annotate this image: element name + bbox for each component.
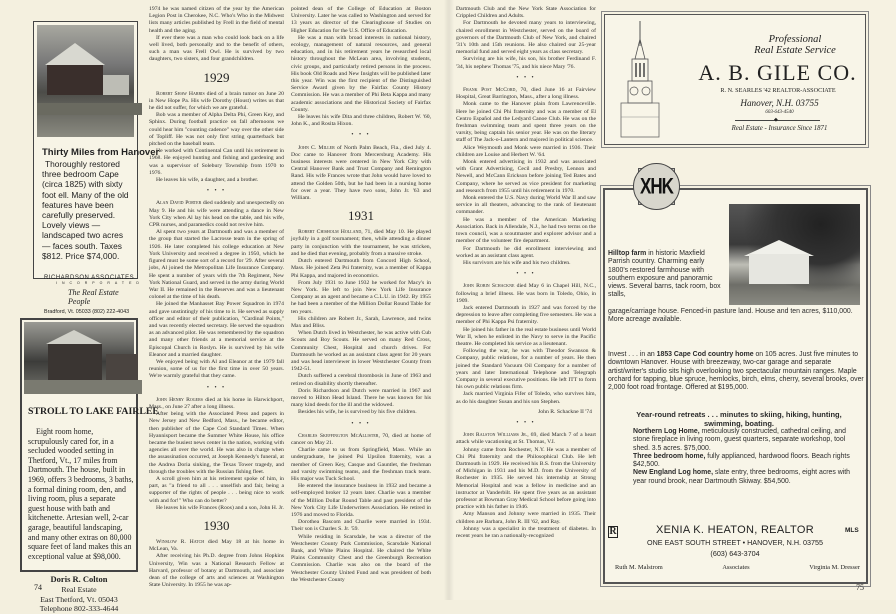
paragraph: Monk entered the U.S. Navy during World War II and saw service in all theaters, advancing to the rank of lieutenant commander. [456, 195, 596, 216]
hilltop-farm-photo [729, 204, 860, 305]
paragraph: Charlie came to us from Springfield, Mass. While an undergraduate, he joined Psi Upsilon fraternity, was a member of Green Key, Casque and Gauntlet, the freshman and varsity swimming teams, and the freshman track team. His major was Tuck School. [291, 447, 431, 482]
obituary-hatch: Winslow R. Hatch died May 18 at his home in McLean, Va. [149, 539, 284, 553]
listing-three-bedroom-home: Three bedroom home, fully applianced, hardwood floors. Beach rights $42,500. [633, 452, 850, 469]
paragraph: He worked with Continental Can until his retirement in 1968. He enjoyed hunting and fishing and gardening and was a supervisor of Solebury Township from 1970 to 1976. [149, 148, 284, 176]
section-divider: • • • [351, 132, 371, 139]
xhk-monogram-logo: XHK [633, 163, 680, 210]
company-since: Real Estate - Insurance Since 1871 [731, 125, 828, 132]
paragraph: Amy Manson and Johnny were married in 1935. Their children are Barbara, John R. III '62, and Ray. [456, 511, 596, 525]
section-divider: • • • [516, 74, 536, 81]
correspondent-signature: John R. Schackne II '74 [538, 408, 592, 415]
obituary-schackne: John Robin Schackne died May 6 in Chapel Hill, N.C., following a brief illness. He was born in Toledo, Ohio, in 1909. [456, 283, 597, 304]
associates-row [615, 564, 860, 571]
listing-northern-log-home: Northern Log Home, meticulously constructed, cathedral ceiling, and stone fireplace in living room, guest quarters, separate workshop, tool shed. 3.5 acres. $75,000. [633, 428, 846, 452]
paragraph: Surviving are his wife, his son, his brother Ferdinand F. '34, his nephew Thomas '75, and his niece Mary '76. [456, 56, 596, 70]
paragraph: After receiving his Ph.D. degree from Johns Hopkins University, Win was a National Research Fellow at Harvard, professor of botany at Dartmouth, and associate dean of the college of arts and sciences at Washington State University. In 1955 he was ap- [149, 553, 284, 589]
paragraph: He joined his father in the real estate business until World War II, when he enlisted in the Navy to serve in the Pacific theatre. He completed his service as a lieutenant. [456, 326, 596, 347]
realtor-r-icon: R [609, 526, 617, 537]
firm-address: Bradford, Vt. 05033 (802) 222-4043 [44, 309, 130, 316]
paragraph: Dorothea Bascom and Charlie were married in 1934. Their son is Charles S. Jr. '59. [291, 519, 431, 533]
agent-title: Real Estate [61, 584, 97, 594]
paragraph: For Dartmouth he did enrollment interviewing and worked as an assistant class agent. [456, 245, 596, 259]
paragraph: He leaves his wife Dita and three children, Robert W. '60, John K., and Rosita Hixon. [291, 114, 431, 128]
obit-name: Frank Post McCord [463, 87, 516, 94]
obit-name: John Henry Rogers [156, 396, 203, 403]
paragraph: Monk came to the Hanover plain from Lawrenceville. Here he joined Chi Phi fraternity and was a member of El Centro Español and the Ledyard Canoe Club. He was on the freshman swimming team and spent three years on the varsity, being captain his senior year. He was on the literary staff of The Jack-o-Lantern and majored in political science. [456, 101, 596, 144]
obit-name: John Ralston Williams Jr. [463, 432, 528, 439]
baker-tower-icon [615, 21, 665, 139]
agent-phone: Telephone 802-333-4644 [39, 604, 119, 614]
obit-name: John C. Miller [298, 144, 335, 151]
agent-address: East Thetford, Vt. 05043 [40, 594, 118, 604]
paragraph: Monk entered advertising in 1932 and was associated with Grant Advertising, Cecil and Presbry, Lennon and Newell, and McCann Erickson before joining Ted Bates and Company, where he served as vice president for marketing and research from 1955 until his retirement in 1970. [456, 159, 596, 194]
ad-body: Eight room home, scrupulously cared for, in a secluded wooded setting in Thetford, Vt., 17 miles from Dartmouth. The house, built in 1969, offers 3 bedrooms, 3 baths, a formal dining room, den, and living room, plus a separate guest house with bath and kitchenette. Artesian well, 2-car garage, beautiful landscaping, and many other extras on 80,000 square feet of land makes this an exceptional value at $98,000. [28, 427, 134, 561]
retreats-heading: Year-round retreats . . . minutes to skiing, hiking, hunting, swimming, boating. [636, 410, 842, 428]
ad-headline: Thirty Miles from Hanover [42, 147, 160, 158]
paragraph: While residing in Scarsdale, he was a director of the Westchester County Park Commission, Scarsdale National Bank, and White Plains Hospital. He chaired the White Plains Community Chest and the Greenburgh Recreation Commission. Charlie was also on the board of the Westchester County United Fund and was president of both the Westchester County [291, 533, 431, 583]
obituary-harris: Robert Shaw Harris died of a brain tumor on June 20 in New Hope Pa. His wife Dorothy (Houst) writes us that he did not suffer, for which we are grateful. [149, 90, 284, 112]
paragraph: He entered the insurance business in 1932 and became a self-employed broker 12 years later. Charlie was a member of the Million Dollar Round Table and past president of the New York City Life Underwriters Association. He retired in 1976 and moved to Florida. [291, 483, 431, 518]
paragraph: If ever there was a man who could look back on a life well lived, both personally and to the benefit of others, such a man was Frell Owl. He is survived by two daughters, two sisters, and four grandchildren. [149, 34, 284, 63]
paragraph: After being with the Associated Press and papers in New Jersey and New Bedford, Mass., he became editor, then publisher of the Cape Cod Standard Times. When Hyannisport became the Summer White House, his office became the busiest news center in the nation, working with agencies all over the world. He was also in charge when the assassination occurred, at Joseph Kennedy's funeral, at the Andrea Doria sinking, the Texas Tower tragedy, and through the troubles with the Russian fishing fleet. [149, 411, 284, 475]
associate-name: Virginia M. Dresser [809, 564, 860, 571]
obit-name: John Robin Schackne [463, 283, 515, 290]
paragraph: He was a man with broad interests in national history, ecology, management of natural resources, and general education, and in his retirement years he researched local history throughout the McLean area, involving students, civic groups, and particularly retired persons in the process. His book Old Roads and New Insights will be published later this year. Win was the first recipient of the Distinguished Service Award given by the Fairfax County History Commission. He was a member of Phi Beta Kappa and many academic associations and the Historical Society of Fairfax County. [291, 34, 431, 113]
lake-house-photo [24, 322, 134, 394]
paragraph: Dutch entered Dartmouth from Concord High School, Mass. He joined Zeta Psi fraternity, was a member of Kappa Phi Kappa, and majored in economics. [291, 258, 431, 279]
paragraph: 1974 he was named citizen of the year by the American Legion Post in Cherokee, N.C. Who's Who in the Midwest lists many articles published by Frell in the field of mental health and the aging. [149, 6, 284, 34]
obituary-miller: John C. Miller of North Palm Beach, Fla., died July 4. Doc came to Hanover from Mercersburg Academy. His business interests were centered in New York City with Central Hanover Bank and Trust Company and Remington Rand. His wife Frances wrote that John would have loved to attend the Golden 50th, but he had been in a nursing home for over a year. They have two sons, John Jr. '63 and William. [291, 144, 432, 202]
company-phone: 603-643-4540 [765, 110, 794, 115]
obit-name: Robert Shaw Harris [156, 90, 205, 97]
paragraph: Johnny came from Rochester, N.Y. He was a member of Chi Phi fraternity and the Philosophical Club. He left Dartmouth in 1929. He received his B.S. from the University of Michigan in 1931 and his M.D. from the University of Rochester in 1935. He served his internship at Strong Memorial Hospital and was a fellow in medicine and an instructor at Vanderbilt. He spent five years as an assistant professor at Bowman Gray Medical School before going into practice with his father in 1946. [456, 446, 596, 511]
mls-badge: MLS [845, 527, 859, 534]
obituary-column-b [291, 6, 431, 584]
paragraph: Besides his wife, he is survived by his five children. [298, 409, 417, 416]
paragraph: Following the war, he was with Theodor Swanson & Company, public relations, for a number of years. He then joined the Standard Vacuum Oil Company for a number of years and later International Telephone and Telegraph Company in several executive positions. He left ITT to form his own public relations firm. [456, 348, 596, 391]
obit-name: Charles Skeffington McAllister [298, 432, 379, 439]
realtor-phone: (603) 643-3704 [710, 549, 760, 558]
paragraph: He leaves his wife Frances (Roos) and a son, John H. Jr. [156, 504, 284, 511]
paragraph: He joined the Manhasset Bay Power Squadron in 1974 and gave unstintingly of his time to it. He served as supply officer and editor of their publication, "Cardinal Points," and was recently elected secretary. He served the squadron as an advanced pilot. He was remembered by the squadron and many other friends at a memorial service at the Episcopal Church in Roslyn. He is survived by his wife Eleanor and a married daughter. [149, 301, 284, 358]
agent-name: Doris R. Colton [50, 574, 108, 585]
xenia-heaton-realtor-ad [603, 188, 868, 584]
ab-gile-co-ad [604, 14, 866, 145]
paragraph: Dutch suffered a cerebral thrombosis in June of 1963 and retired on disability shortly thereafter. [291, 373, 431, 387]
cape-cod-listing: Invest . . . in an 1853 Cape Cod country home on 105 acres. Just five minutes to downtown Hanover. House with breezeway, two-car garage and separate artist/writer's studio sits high overlooking two spectacular mountain ranges. Maple orchard for tapping, blue spruce, hemlocks, birch, elms, cherry, several brooks, over 2,000 foot road frontage. Offered at $195,000. [608, 351, 864, 392]
paragraph: Johnny was a specialist in the treatment of diabetes. In recent years he ran a nationally-recognized [456, 525, 596, 540]
obituary-porter: Alan David Porter died suddenly and unexpectedly on May 9. He and his wife were attending a dance in New York City when Al lay his head on the table, and his wife, CPR nurses, and paramedics could not revive him. [149, 200, 284, 229]
obituary-column-c [456, 6, 596, 540]
paragraph: From July 1931 to June 1932 he worked for Macy's in New York. He left to join New York Life Insurance Company as an agent and became a C.L.U. in 1942. By 1955 he had been a member of the Million Dollar Round Table for ten years. [291, 279, 431, 315]
obit-name: Winslow R. Hatch [156, 539, 205, 545]
paragraph: He leaves his wife, a daughter, and a brother. [156, 177, 259, 184]
page-number-right: 75 [856, 583, 864, 592]
service-heading: Professional Real Estate Service [754, 34, 836, 56]
retreats-listings [633, 428, 863, 486]
obituary-column-a [149, 6, 284, 589]
company-name: A. B. GILE CO. [698, 60, 857, 85]
obituary-holland: Robert Chisholm Holland, 71, died May 10. He played joyfully in a golf tournament; then, while attending a dinner party in conjunction with the tournament, he was stricken, and he died that evening, probably from a massive stroke. [291, 229, 431, 257]
firm-name: RICHARDSON ASSOCIATES [44, 275, 135, 282]
paragraph: For Dartmouth he devoted many years to interviewing, chaired enrollment in Westchester, served on the board of governors of the Dartmouth Club of New York, and chaired '31's 10th and 15th reunions. He also chaired our 25-year memorial fund and served eight years as class secretary. [456, 20, 596, 56]
hilltop-farm-listing-cont: garage/carriage house. Fenced-in pasture land. House and ten acres, $110,000. More acreage available. [608, 308, 853, 324]
firm-tagline: The Real Estate People [68, 288, 119, 307]
paragraph: Dartmouth Club and the New York State Association for Crippled Children and Adults. [456, 6, 596, 20]
realtor-name: XENIA K. HEATON, REALTOR [656, 524, 814, 536]
paragraph: Alice Weymouth and Monk were married in 1936. Their children are Louise and Herbert W. '64. [456, 144, 596, 158]
section-divider: • • • [351, 420, 371, 427]
page-gutter [444, 0, 454, 600]
ad-headline: STROLL TO LAKE FAIRLEE [28, 406, 159, 417]
diamond-ornament-icon: ◆ [774, 118, 778, 123]
obituary-mccord: Frank Post McCord, 70, died June 16 at Fairview Hospital, Great Barrington, Mass., after a long illness. [456, 87, 596, 101]
paragraph: Al spent two years at Dartmouth and was a member of the group that started the Lacrosse team in the spring of 1926. He later completed his college education at New York University and received a degree in 1950, which he figured must be some sort of a record for '29. After several jobs, Al joined the Metropolitan Life Insurance Company. He spent a number of years with the 7th Regiment, New York National Guard, and served in the army during World War II. He remained in the Reserves and was a lieutenant colonel at the time of his death. [149, 229, 284, 301]
paragraph: He was a member of the American Marketing Association. Back in Allendale, N.J., he had two terms on the town council, was a scoutmaster and explorer advisor and a member of the volunteer fire department. [456, 216, 596, 245]
firm-sub: INCORPORATED [56, 281, 144, 286]
paragraph: A scroll given him at his retirement spoke of him, in part, as "a friend to all . . . unselfish and fair, being a supporter of the rights of people . . . being nice to work with and for!" Who can do better? [149, 475, 284, 504]
paragraph: His survivors are his wife and his two children. [463, 259, 571, 266]
cape-house-photo [37, 25, 134, 137]
paragraph: Jack entered Dartmouth in 1927 and was forced by the depression to leave after completing five semesters. He was a member of Phi Kappa Psi fraternity. [456, 304, 596, 326]
company-town: Hanover, N.H. 03755 [740, 98, 819, 108]
section-divider: • • • [206, 384, 227, 391]
associates-label: Associates [722, 564, 750, 571]
obit-name: Alan David Porter [156, 200, 202, 207]
class-year-heading: 1930 [203, 518, 230, 533]
class-year-heading: 1929 [203, 69, 230, 85]
obituary-rogers: John Henry Rogers died at his home in Harwichport, Mass., on June 27 after a long illness. [149, 396, 284, 410]
section-divider: • • • [516, 419, 536, 426]
paragraph: pointed dean of the College of Education at Boston University. Later he was called to Washington and served for 13 years as director of the Clearinghouse of Studies on Higher Education for the U.S. Office of Education. [291, 6, 431, 34]
obituary-mcallister: Charles Skeffington McAllister, 70, died at home of cancer on May 21. [291, 432, 431, 446]
paragraph: Bob was a member of Alpha Delta Phi, Green Key, and Sphinx. During football practice on fall afternoons we could hear him "counting cadence" way over the other side of Topliff. He was not only first string quarterback but pitched on the baseball team. [149, 112, 284, 148]
ad-body: Thoroughly restored three bedroom Cape (circa 1825) with sixty foot ell. Many of the old features have been carefully preserved. Lovely views — landscaped two acres — faces south. Taxes $812. Price $74,000. [42, 159, 129, 261]
paragraph: Jack married Virginia Fifer of Toledo, who survives him, as do his daughter Susan and his son Stephen. [456, 391, 596, 405]
paragraph: His children are Robert Jr., Sarah, Lawrence, and twins Max and Bliss. [291, 315, 431, 329]
section-divider: • • • [206, 188, 227, 195]
page-number-left: 74 [34, 583, 42, 592]
associate-line: R. N. SEARLES '42 REALTOR-ASSOCIATE [720, 87, 836, 94]
obit-name: Robert Chisholm Holland [298, 229, 362, 236]
contact-block [22, 575, 136, 613]
class-year-heading: 1931 [348, 208, 374, 224]
paragraph: Doris Richardson and Dutch were married in 1967 and moved to Hilton Head Island. There he was known for his many kind deeds for the ill and the widowed. [291, 387, 431, 409]
section-divider: • • • [516, 271, 536, 278]
richardson-associates-ad [33, 21, 160, 316]
paragraph: When Dutch lived in Westchester, he was active with Cub Scouts and Boy Scouts. He served on many Red Cross, Community Chest, Hospital and church drives. For Dartmouth he worked as an assistant class agent for 20 years and was head interviewer in lower Westchester County from 1942-51. [291, 330, 431, 373]
paragraph: We enjoyed being with Al and Eleanor at the 1979 fall reunion, some of us for the first time in over 50 years. We're warmly grateful that they came. [149, 358, 284, 380]
hilltop-farm-listing: Hilltop farm in historic Maxfield Parrish country. Charming early 1800's restored farmhouse with southern exposure and panoramic views. Several barns, tack room, box stalls, [608, 250, 721, 299]
associate-name: Ruth M. Malstrom [615, 564, 663, 571]
listing-new-england-log-home: New England Log home, slate entry, three bedrooms, eight acres with year round brook, near Dartmouth Skiway. $54,500. [633, 469, 851, 485]
realtor-address: ONE EAST SOUTH STREET • HANOVER, N.H. 03755 [647, 538, 823, 547]
obituary-williams: John Ralston Williams Jr., 69, died March 7 of a heart attack while vacationing at St. Thomas, V.I. [456, 432, 597, 446]
